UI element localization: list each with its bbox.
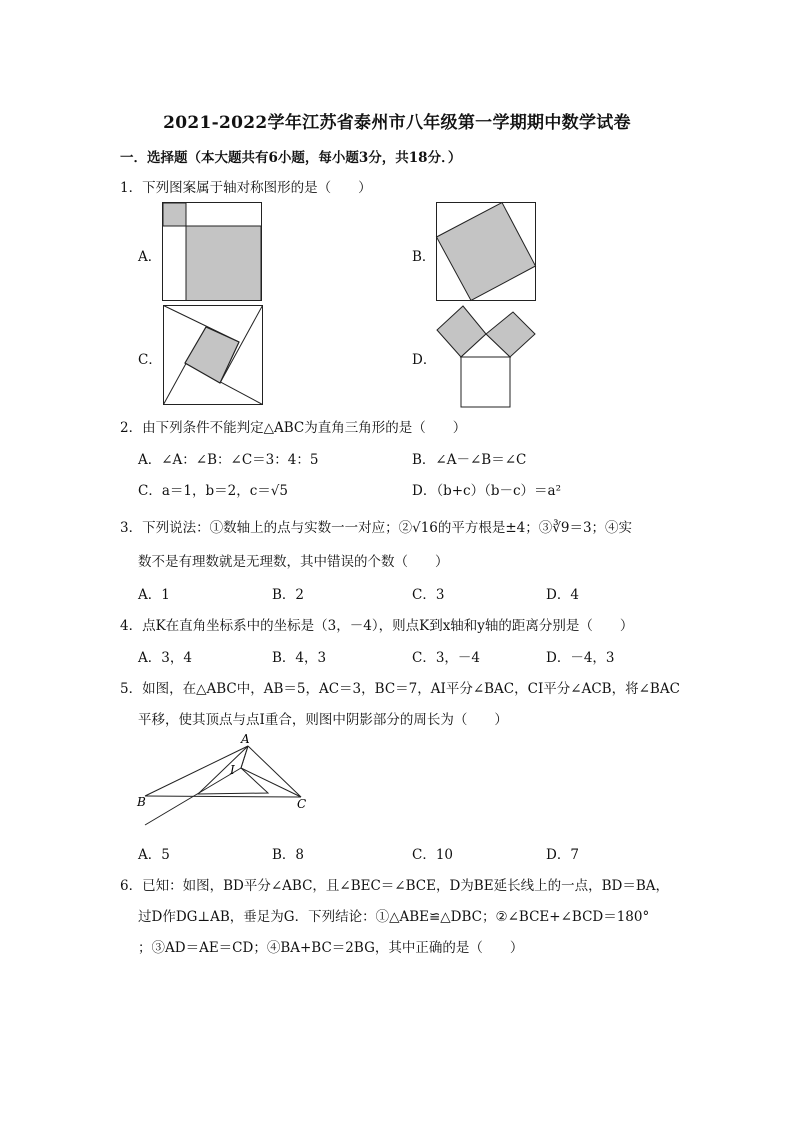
q1-option-b-label: B． (412, 249, 436, 265)
q2-option-d: D．（b+c）（b－c）＝a² (412, 483, 562, 499)
q1-option-c-label: C． (138, 352, 162, 368)
q4-option-c: C．3，－4 (412, 650, 481, 666)
question-5-text-line2: 平移，使其顶点与点I重合，则图中阴影部分的周长为（ ） (138, 712, 508, 728)
q1-figure-c (163, 305, 264, 405)
q5-option-d: D．7 (546, 847, 579, 863)
q5-option-c: C．10 (412, 847, 454, 863)
q1-figure-b (436, 202, 537, 302)
q2-option-a: A．∠A：∠B：∠C＝3：4：5 (138, 452, 319, 468)
q5-figure (135, 730, 315, 830)
q1-option-d-label: D． (412, 352, 437, 368)
q4-option-a: A．3，4 (138, 650, 192, 666)
q5-label-a: A (241, 732, 250, 746)
q5-label-c: C (297, 797, 307, 811)
q3-option-c: C．3 (412, 587, 445, 603)
q1-figure-a (162, 202, 262, 302)
question-6-text-line1: 6．已知：如图，BD平分∠ABC，且∠BEC＝∠BCE，D为BE延长线上的一点，BD＝BA， (120, 878, 669, 894)
q1-figure-d (436, 303, 538, 409)
q3-option-a: A．1 (138, 587, 170, 603)
question-6-text-line3: ；③AD＝AE＝CD；④BA+BC＝2BG，其中正确的是（ ） (138, 940, 524, 956)
q5-label-b: B (137, 795, 146, 809)
question-4-text: 4．点K在直角坐标系中的坐标是（3，－4），则点K到x轴和y轴的距离分别是（ ） (120, 618, 634, 634)
q3-option-b: B．2 (272, 587, 305, 603)
question-3-text-line1: 3．下列说法：①数轴上的点与实数一一对应；②√16的平方根是±4；③∛9＝3；④实 (120, 520, 633, 536)
question-6-text-line2: 过D作DG⊥AB，垂足为G．下列结论：①△ABE≌△DBC；②∠BCE+∠BCD＝180° (138, 909, 650, 925)
page-title: 2021-2022学年江苏省泰州市八年级第一学期期中数学试卷 (163, 113, 631, 133)
q5-label-i: I (230, 763, 235, 777)
q4-option-b: B．4，3 (272, 650, 327, 666)
section-heading: 一．选择题（本大题共有6小题，每小题3分，共18分．） (120, 150, 462, 166)
q4-option-d: D．－4，3 (546, 650, 615, 666)
q1-option-a-label: A． (138, 249, 162, 265)
q3-option-d: D．4 (546, 587, 579, 603)
question-3-text-line2: 数不是有理数就是无理数，其中错误的个数（ ） (138, 554, 449, 570)
q5-option-a: A．5 (138, 847, 170, 863)
question-5-text-line1: 5．如图，在△ABC中，AB＝5，AC＝3，BC＝7，AI平分∠BAC，CI平分∠ACB，将∠BAC (120, 681, 680, 697)
q2-option-c: C．a＝1，b＝2，c＝√5 (138, 483, 288, 499)
question-2-text: 2．由下列条件不能判定△ABC为直角三角形的是（ ） (120, 420, 467, 436)
q5-option-b: B．8 (272, 847, 305, 863)
question-1-text: 1．下列图案属于轴对称图形的是（ ） (120, 180, 372, 196)
q2-option-b: B．∠A－∠B＝∠C (412, 452, 527, 468)
